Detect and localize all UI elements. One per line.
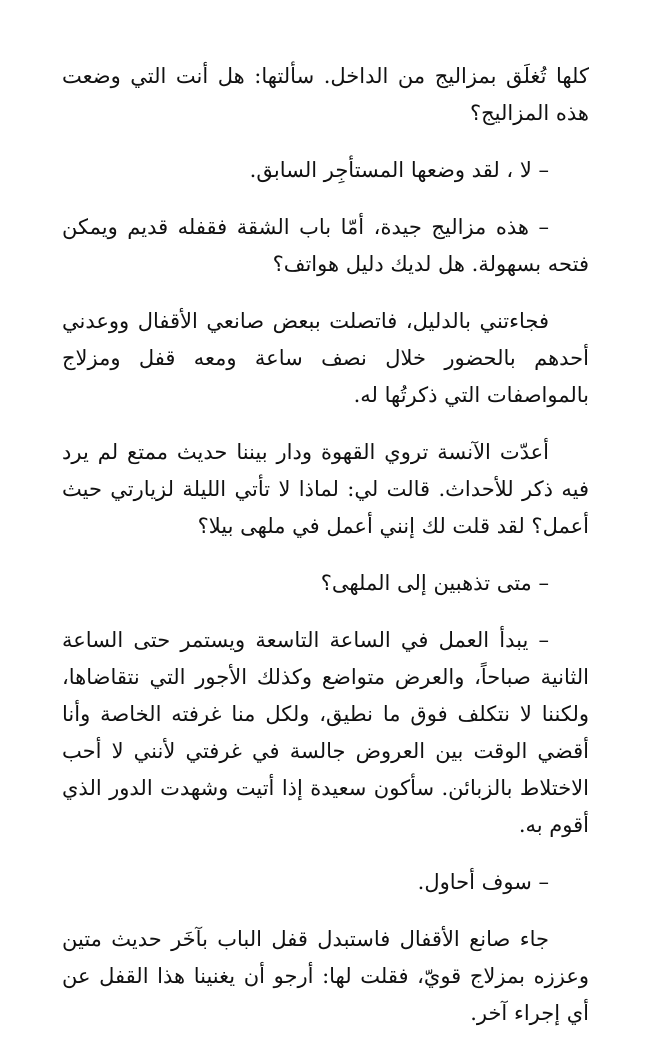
paragraph-6: – متى تذهبين إلى الملهى؟ — [320, 571, 549, 595]
paragraph-8: – سوف أحاول. — [417, 870, 549, 894]
paragraph-4: فجاءتني بالدليل، فاتصلت ببعض صانعي الأقفال ووعدني أحدهم بالحضور خلال نصف ساعة ومعه قفل ومزلاج بالمواصفات التي ذكرتُها له. — [62, 309, 589, 407]
paragraph-5: أعدّت الآنسة تروي القهوة ودار بيننا حديث ممتع لم يرد فيه ذكر للأحداث. قالت لي: لماذا لا تأتي الليلة لزيارتي حيث أعمل؟ لقد قلت لك إنني أعمل في ملهى بيلا؟ — [62, 440, 589, 538]
paragraph-2: – لا ، لقد وضعها المستأجِر السابق. — [249, 158, 549, 182]
paragraph-9: جاء صانع الأقفال فاستبدل قفل الباب بآخَر حديث متين وعززه بمزلاج قويّ، فقلت لها: أرجو أن يغنينا هذا القفل عن أي إجراء آخر. — [62, 927, 589, 1025]
paragraph-3: – هذه مزاليج جيدة، أمّا باب الشقة فقفله قديم ويمكن فتحه بسهولة. هل لديك دليل هواتف؟ — [62, 215, 589, 276]
document-page — [62, 58, 589, 1052]
paragraph-1: كلها تُغلَق بمزاليج من الداخل. سألتها: هل أنت التي وضعت هذه المزاليج؟ — [62, 64, 589, 125]
paragraph-7: – يبدأ العمل في الساعة التاسعة ويستمر حتى الساعة الثانية صباحاً، والعرض متواضع وكذلك الأجور التي نتقاضاها، ولكننا لا نتكلف فوق ما نطيق، ولكل منا غرفته الخاصة وأنا أقضي الوقت بين العروض جالسة في غرفتي لأنني لا أحب الاختلاط بالزبائن. سأكون سعيدة إذا أتيت وشهدت الدور الذي أقوم به. — [62, 628, 589, 837]
